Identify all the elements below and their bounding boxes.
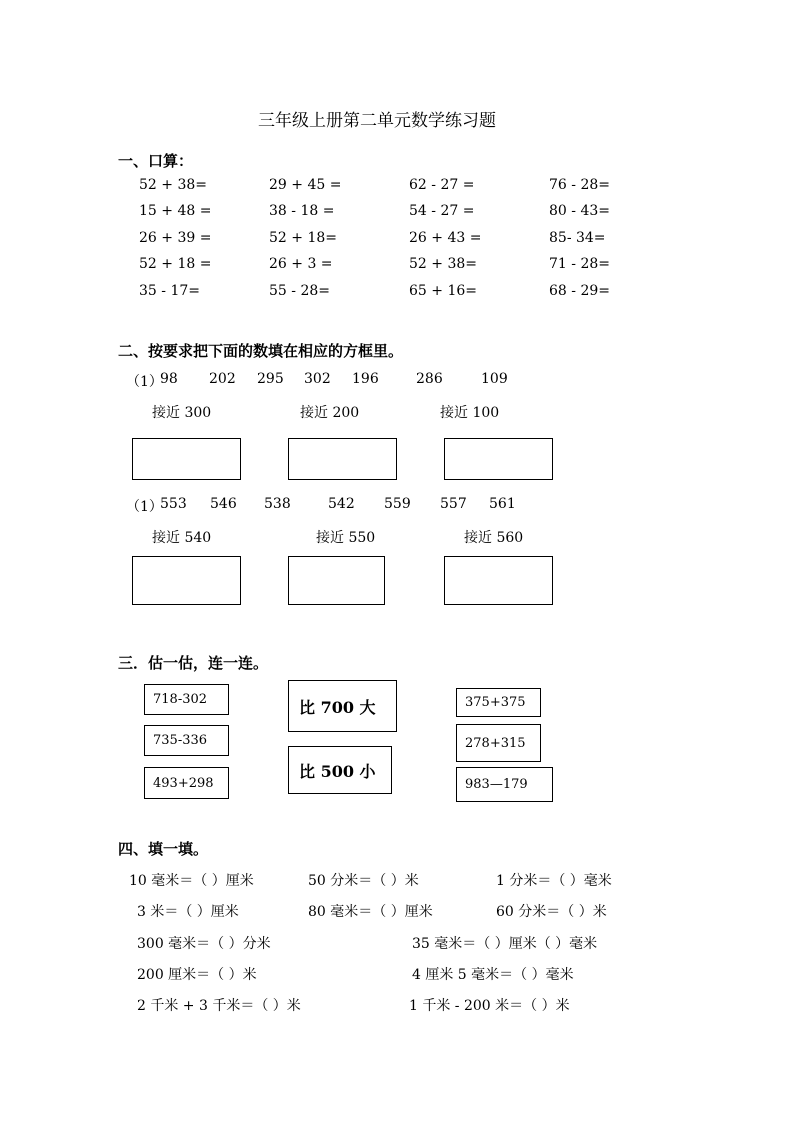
fill-blank-item: 1 千米 - 200 米＝（ ）米 [409,998,570,1014]
mental-math-problem: 62 - 27 = [409,177,475,193]
number-item: 538 [264,496,291,512]
mental-math-problem: 52 + 18 = [139,256,212,272]
section-2-heading: 二、按要求把下面的数填在相应的方框里。 [118,342,404,360]
mental-math-problem: 26 + 43 = [409,230,482,246]
mental-math-problem: 52 + 18= [269,230,337,246]
fill-blank-item: 60 分米＝（ ）米 [496,904,607,920]
expression-box[interactable]: 493+298 [144,767,229,799]
mental-math-problem: 54 - 27 = [409,203,475,219]
mental-math-problem: 85- 34= [549,230,606,246]
mental-math-problem: 52 + 38= [139,177,207,193]
number-item: 302 [304,371,331,387]
expression-box[interactable]: 735-336 [144,725,229,756]
fill-blank-item: 35 毫米＝（ ）厘米（ ）毫米 [412,936,598,952]
mental-math-problem: 15 + 48 = [139,203,212,219]
section-1-heading: 一、口算： [118,152,194,170]
fill-blank-item: 50 分米＝（ ）米 [308,873,419,889]
page-title: 三年级上册第二单元数学练习题 [258,111,496,131]
target-label: 接近 100 [440,405,500,421]
section-4-heading: 四、填一填。 [118,840,209,858]
number-item: 559 [384,496,411,512]
number-item: 196 [352,371,379,387]
mental-math-problem: 80 - 43= [549,203,610,219]
mental-math-problem: 68 - 29= [549,283,610,299]
expression-box[interactable]: 983—179 [456,767,553,802]
answer-box-near-100[interactable] [444,438,553,480]
expression-box[interactable]: 375+375 [456,688,541,717]
answer-box-near-300[interactable] [132,438,241,480]
number-item: 98 [160,371,178,387]
target-label: 接近 550 [316,530,376,546]
mental-math-problem: 35 - 17= [139,283,200,299]
mental-math-problem: 71 - 28= [549,256,610,272]
fill-blank-item: 1 分米＝（ ）毫米 [496,873,612,889]
expression-box[interactable]: 278+315 [456,724,541,762]
answer-box-near-540[interactable] [132,556,241,605]
target-label: 接近 540 [152,530,212,546]
section-3-heading: 三．估一估，连一连。 [118,654,269,672]
fill-blank-item: 80 毫米＝（ ）厘米 [308,904,433,920]
mental-math-problem: 29 + 45 = [269,177,342,193]
target-label: 接近 560 [464,530,524,546]
fill-blank-item: 10 毫米＝（ ）厘米 [129,873,254,889]
fill-blank-item: 3 米＝（ ）厘米 [137,904,239,920]
answer-box-near-550[interactable] [288,556,385,605]
comparison-box[interactable]: 比 700 大 [288,680,397,732]
mental-math-problem: 26 + 39 = [139,230,212,246]
mental-math-problem: 26 + 3 = [269,256,333,272]
number-item: 109 [481,371,508,387]
fill-blank-item: 200 厘米＝（ ）米 [137,967,257,983]
fill-blank-item: 300 毫米＝（ ）分米 [137,936,271,952]
number-item: 561 [489,496,516,512]
number-item: 553 [160,496,187,512]
number-item: 542 [328,496,355,512]
fill-blank-item: 4 厘米 5 毫米＝（ ）毫米 [412,967,574,983]
expression-box[interactable]: 718-302 [144,684,229,715]
group-label: （1） [126,374,163,390]
answer-box-near-560[interactable] [444,556,553,605]
fill-blank-item: 2 千米 + 3 千米＝（ ）米 [137,998,301,1014]
number-item: 202 [209,371,236,387]
answer-box-near-200[interactable] [288,438,397,480]
comparison-box[interactable]: 比 500 小 [288,746,392,794]
mental-math-problem: 76 - 28= [549,177,610,193]
group-label: （1） [126,499,163,515]
mental-math-problem: 38 - 18 = [269,203,335,219]
mental-math-problem: 65 + 16= [409,283,477,299]
mental-math-problem: 52 + 38= [409,256,477,272]
mental-math-problem: 55 - 28= [269,283,330,299]
number-item: 286 [416,371,443,387]
number-item: 295 [257,371,284,387]
number-item: 546 [210,496,237,512]
number-item: 557 [440,496,467,512]
target-label: 接近 300 [152,405,212,421]
target-label: 接近 200 [300,405,360,421]
